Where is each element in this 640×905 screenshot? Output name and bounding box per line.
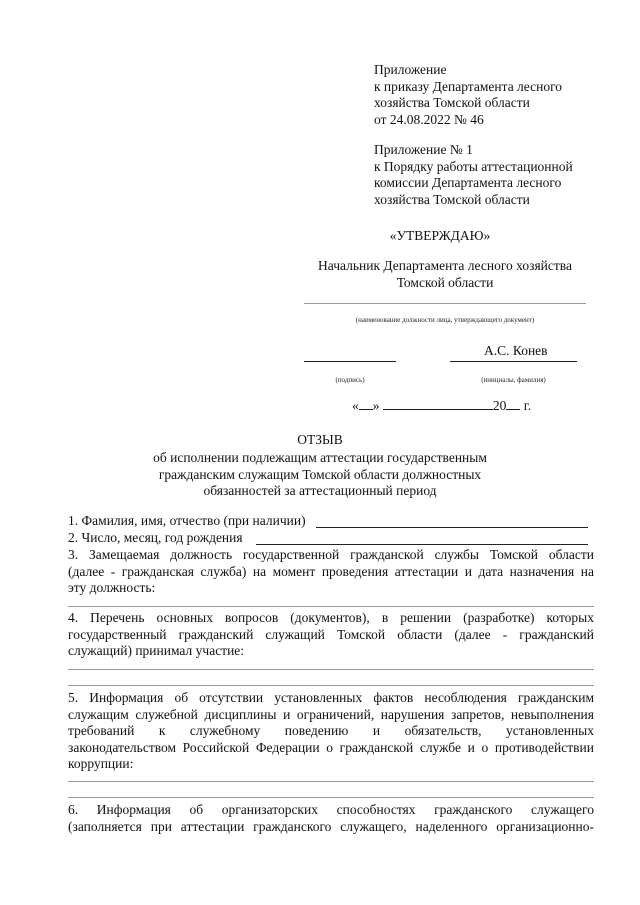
appendix-header-line3: хозяйства Томской области: [374, 95, 530, 110]
item-6-line1: 6. Информация об организаторских способностях гражданского служащего: [68, 802, 594, 817]
position-caption: (наименование должности лица, утверждающего документ): [355, 316, 535, 324]
item-5: [68, 690, 594, 773]
item-6-line2: (заполняется при аттестации гражданского служащего, наделенного организационно-: [68, 818, 594, 834]
item-1-label: 1. Фамилия, имя, отчество (при наличии): [68, 513, 306, 528]
item-5-field-2[interactable]: [68, 797, 594, 798]
approval-title: «УТВЕРЖДАЮ»: [389, 228, 491, 243]
appendix-sub-line1: Приложение № 1: [374, 142, 473, 157]
item-3-line3: эту должность:: [68, 580, 156, 595]
position-underline: [304, 303, 586, 304]
item-3-line2: (далее - гражданская служба) на момент проведения аттестации и дата назначения на: [68, 563, 594, 579]
date-open-quote: «: [352, 398, 359, 413]
subtitle-line3: обязанностей за аттестационный период: [203, 483, 437, 498]
date-close-quote: »: [372, 398, 380, 413]
item-5-line3: требований к служебному поведению и обязательств, установленных: [68, 723, 594, 738]
item-1-field[interactable]: [316, 527, 588, 528]
item-2-label: 2. Число, месяц, год рождения: [68, 530, 243, 545]
date-year-blank: [506, 409, 520, 410]
name-line: [450, 361, 577, 362]
date-day-blank: [359, 409, 373, 410]
item-4-line2: государственный гражданский служащий Томской области (далее - гражданский: [68, 626, 594, 642]
appendix-header-line2: к приказу Департамента лесного: [374, 78, 563, 94]
item-4-line3: служащий) принимал участие:: [68, 643, 245, 658]
date-year-suffix: г.: [523, 398, 532, 413]
subtitle-line2: гражданским служащим Томской области должностных: [158, 466, 482, 482]
approval-date: [352, 398, 531, 414]
item-5-line2: служащим служебной дисциплины и ограничений, нарушения запретов, невыполнения: [68, 706, 594, 722]
item-4-field-1[interactable]: [68, 669, 594, 670]
appendix-header-line4: от 24.08.2022 № 46: [374, 111, 484, 127]
item-3-line1: 3. Замещаемая должность государственной гражданской службы Томской области: [68, 547, 594, 562]
subtitle-line1: об исполнении подлежащим аттестации государственным: [153, 450, 487, 465]
signature-caption: (подпись): [335, 376, 365, 384]
item-4-line1: 4. Перечень основных вопросов (документов), в решении (разработке) которых: [68, 610, 594, 625]
approval-position-line1: Начальник Департамента лесного хозяйства: [318, 258, 572, 273]
date-month-blank: [383, 409, 493, 410]
date-year-prefix: 20: [492, 398, 507, 413]
item-2-field[interactable]: [256, 544, 588, 545]
item-3: [68, 547, 594, 597]
item-4: [68, 610, 594, 660]
appendix-sub-header: [374, 142, 624, 208]
name-caption: (инициалы, фамилия): [481, 376, 546, 384]
appendix-sub-line4: хозяйства Томской области: [374, 191, 530, 207]
signature-line: [304, 361, 396, 362]
item-3-field[interactable]: [68, 606, 594, 607]
document-title: ОТЗЫВ: [297, 432, 343, 447]
signer-name: А.С. Конев: [484, 343, 548, 358]
approval-position-line2: Томской области: [396, 274, 494, 290]
appendix-sub-line3: комиссии Департамента лесного: [374, 175, 562, 190]
item-4-field-2[interactable]: [68, 685, 594, 686]
item-5-line4: законодательством Российской Федерации о гражданской службе и о противодействии: [68, 739, 594, 755]
document-subtitle: [0, 450, 640, 500]
item-5-line1: 5. Информация об отсутствии установленных фактов несоблюдения гражданским: [68, 690, 594, 705]
item-5-field-1[interactable]: [68, 781, 594, 782]
appendix-header: [374, 62, 624, 128]
item-5-line5: коррупции:: [68, 756, 134, 771]
item-6: [68, 802, 594, 835]
appendix-header-line1: Приложение: [374, 62, 447, 77]
approval-position: [300, 258, 590, 291]
appendix-sub-line2: к Порядку работы аттестационной: [374, 158, 573, 174]
